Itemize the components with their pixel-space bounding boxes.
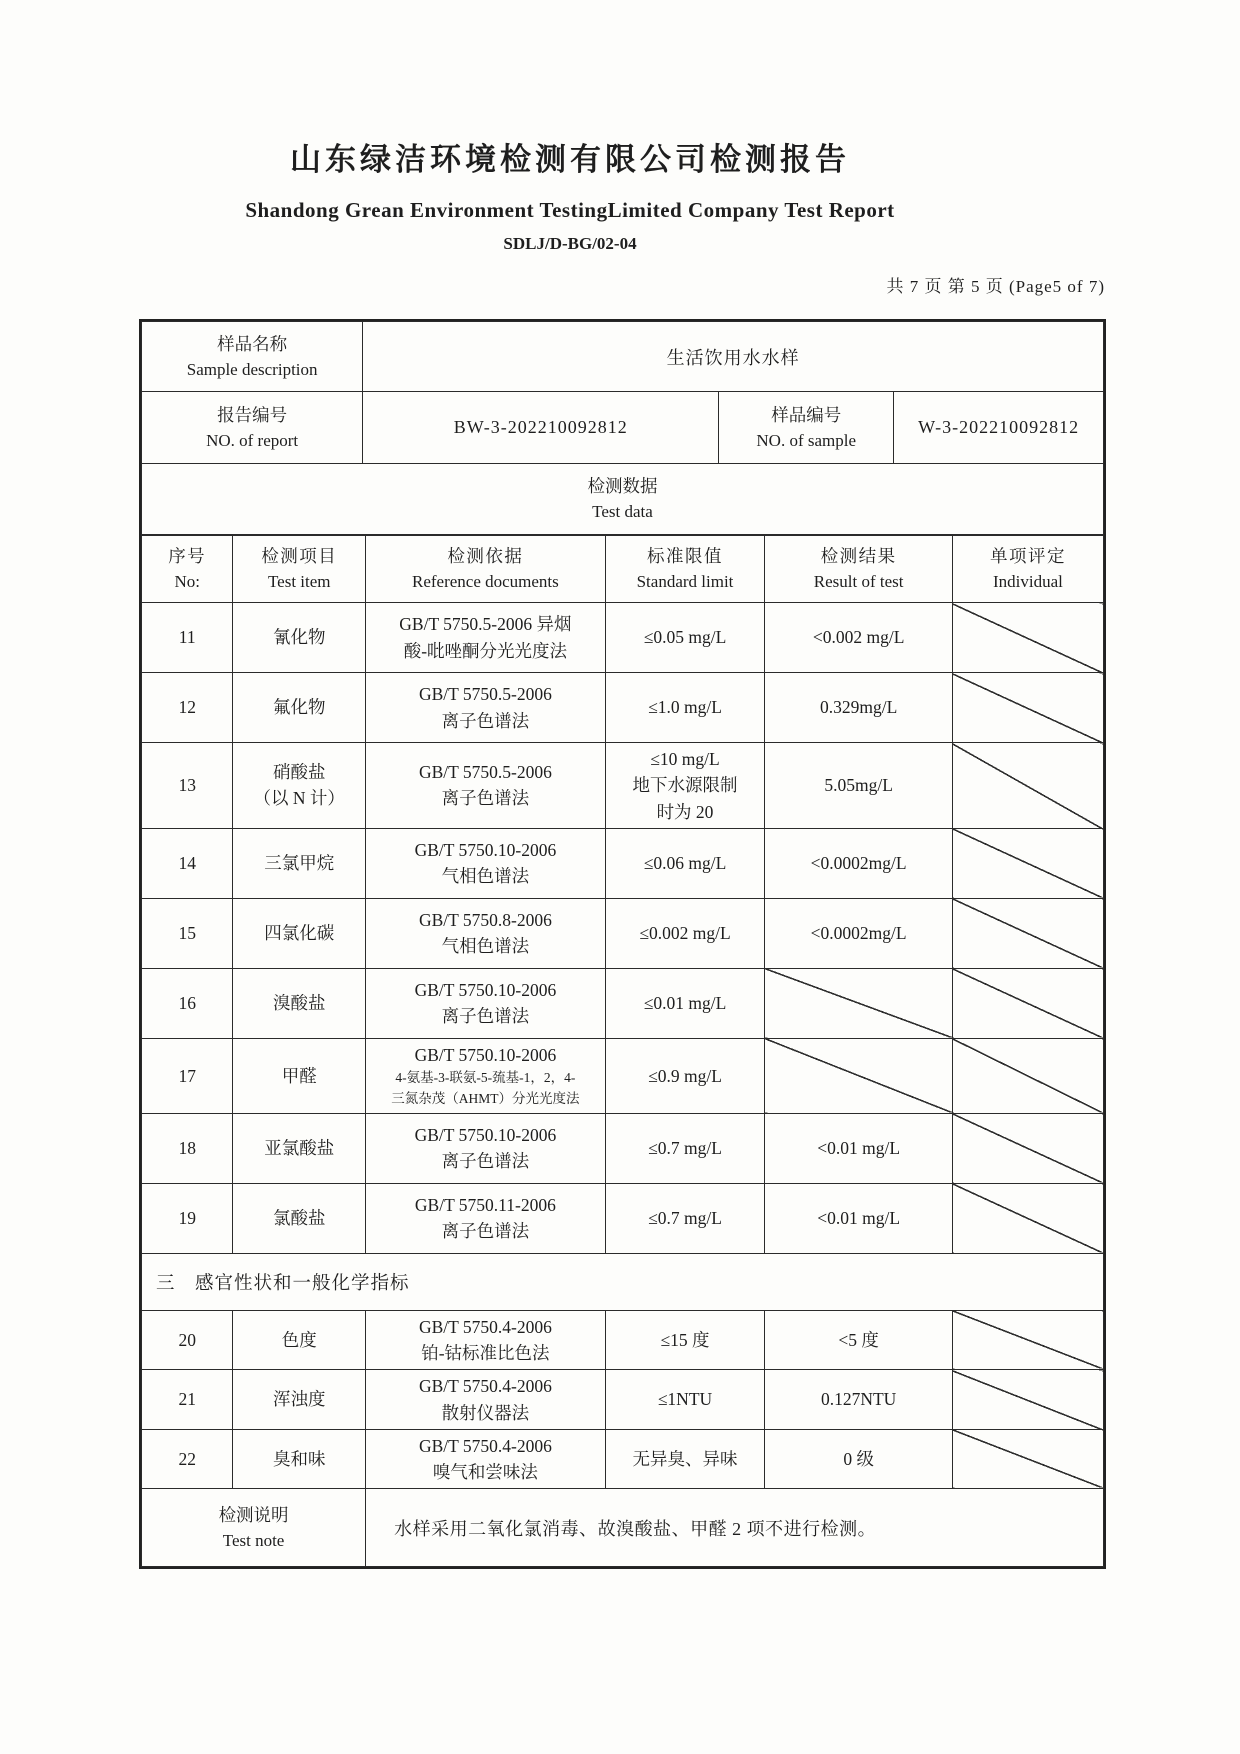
reference-documents: GB/T 5750.4-2006 散射仪器法 — [366, 1370, 606, 1430]
reference-documents: GB/T 5750.10-2006 离子色谱法 — [366, 1113, 606, 1183]
standard-limit: ≤15 度 — [605, 1310, 765, 1370]
row-number: 21 — [142, 1370, 233, 1430]
test-data-banner: 检测数据 Test data — [142, 464, 1104, 535]
reference-documents: GB/T 5750.10-2006 4-氨基-3-联氨-5-巯基-1，2，4- 三氮杂茂（AHMT）分光光度法 — [366, 1038, 606, 1113]
individual-evaluation — [952, 603, 1103, 673]
test-note-text: 水样采用二氧化氯消毒、故溴酸盐、甲醛 2 项不进行检测。 — [366, 1489, 1104, 1567]
section-row — [142, 1253, 1104, 1310]
standard-limit: 无异臭、异味 — [605, 1429, 765, 1489]
reference-documents: GB/T 5750.5-2006 离子色谱法 — [366, 743, 606, 829]
individual-evaluation — [952, 673, 1103, 743]
test-row — [142, 673, 1104, 743]
row-number: 19 — [142, 1183, 233, 1253]
individual-evaluation — [952, 1370, 1103, 1430]
test-result: <0.01 mg/L — [765, 1183, 953, 1253]
row-number: 13 — [142, 743, 233, 829]
page-number-info: 共 7 页 第 5 页 (Page5 of 7) — [886, 277, 1105, 296]
test-row — [142, 898, 1104, 968]
individual-evaluation — [952, 828, 1103, 898]
report-header — [75, 0, 1065, 255]
row-number: 20 — [142, 1310, 233, 1370]
sample-info-table — [141, 321, 1104, 535]
row-number: 15 — [142, 898, 233, 968]
reference-documents: GB/T 5750.10-2006 离子色谱法 — [366, 968, 606, 1038]
document-code: SDLJ/D-BG/02-04 — [503, 234, 637, 253]
test-table-foot — [142, 1489, 1104, 1567]
test-result: <0.0002mg/L — [765, 828, 953, 898]
standard-limit: ≤0.01 mg/L — [605, 968, 765, 1038]
individual-evaluation — [952, 1113, 1103, 1183]
test-result: 0.127NTU — [765, 1370, 953, 1430]
test-item: 三氯甲烷 — [233, 828, 366, 898]
test-row — [142, 828, 1104, 898]
reference-documents: GB/T 5750.5-2006 离子色谱法 — [366, 673, 606, 743]
test-item: 硝酸盐 （以 N 计） — [233, 743, 366, 829]
sample-number-label: 样品编号 NO. of sample — [719, 392, 894, 464]
col-header-standard-limit: 标准限值 Standard limit — [605, 536, 765, 603]
reference-documents: GB/T 5750.4-2006 铂-钴标准比色法 — [366, 1310, 606, 1370]
individual-evaluation — [952, 1038, 1103, 1113]
test-data-banner-row — [142, 464, 1104, 535]
individual-evaluation — [952, 898, 1103, 968]
test-row — [142, 1183, 1104, 1253]
standard-limit: ≤0.7 mg/L — [605, 1183, 765, 1253]
test-item: 臭和味 — [233, 1429, 366, 1489]
test-row — [142, 968, 1104, 1038]
test-row — [142, 1429, 1104, 1489]
test-row — [142, 1113, 1104, 1183]
standard-limit: ≤10 mg/L 地下水源限制 时为 20 — [605, 743, 765, 829]
report-number-row — [142, 392, 1104, 464]
standard-limit: ≤0.002 mg/L — [605, 898, 765, 968]
test-result: <0.002 mg/L — [765, 603, 953, 673]
test-item: 色度 — [233, 1310, 366, 1370]
test-item: 氟化物 — [233, 673, 366, 743]
test-row — [142, 1038, 1104, 1113]
test-result: <0.0002mg/L — [765, 898, 953, 968]
test-row — [142, 743, 1104, 829]
standard-limit: ≤0.05 mg/L — [605, 603, 765, 673]
test-result: 5.05mg/L — [765, 743, 953, 829]
standard-limit: ≤0.06 mg/L — [605, 828, 765, 898]
test-item: 氰化物 — [233, 603, 366, 673]
test-result — [765, 968, 953, 1038]
sample-name-value: 生活饮用水水样 — [363, 322, 1104, 392]
report-title: 山东绿洁环境检测有限公司检测报告 — [290, 142, 850, 177]
test-result: <0.01 mg/L — [765, 1113, 953, 1183]
sample-name-label: 样品名称 Sample description — [142, 322, 363, 392]
row-number: 16 — [142, 968, 233, 1038]
test-result: 0 级 — [765, 1429, 953, 1489]
column-header-row — [142, 536, 1104, 603]
report-number-value: BW-3-202210092812 — [363, 392, 719, 464]
row-number: 18 — [142, 1113, 233, 1183]
test-row — [142, 1370, 1104, 1430]
col-header-no: 序号 No: — [142, 536, 233, 603]
individual-evaluation — [952, 968, 1103, 1038]
test-result: <5 度 — [765, 1310, 953, 1370]
test-table-body — [142, 603, 1104, 1489]
report-number-label: 报告编号 NO. of report — [142, 392, 363, 464]
test-item: 浑浊度 — [233, 1370, 366, 1430]
col-header-individual: 单项评定 Individual — [952, 536, 1103, 603]
col-header-test-item: 检测项目 Test item — [233, 536, 366, 603]
standard-limit: ≤0.7 mg/L — [605, 1113, 765, 1183]
individual-evaluation — [952, 1183, 1103, 1253]
row-number: 12 — [142, 673, 233, 743]
row-number: 17 — [142, 1038, 233, 1113]
report-table — [139, 319, 1106, 1569]
test-note-label: 检测说明 Test note — [142, 1489, 366, 1567]
row-number: 22 — [142, 1429, 233, 1489]
reference-documents: GB/T 5750.11-2006 离子色谱法 — [366, 1183, 606, 1253]
test-item: 氯酸盐 — [233, 1183, 366, 1253]
row-number: 11 — [142, 603, 233, 673]
test-item: 甲醛 — [233, 1038, 366, 1113]
standard-limit: ≤1NTU — [605, 1370, 765, 1430]
section-title: 三 感官性状和一般化学指标 — [142, 1253, 1104, 1310]
test-result: 0.329mg/L — [765, 673, 953, 743]
report-subtitle-en: Shandong Grean Environment TestingLimited Company Test Report — [245, 198, 895, 222]
sample-number-value: W-3-202210092812 — [894, 392, 1104, 464]
test-data-table — [141, 535, 1104, 1567]
test-item: 溴酸盐 — [233, 968, 366, 1038]
individual-evaluation — [952, 1429, 1103, 1489]
test-item: 亚氯酸盐 — [233, 1113, 366, 1183]
test-note-row — [142, 1489, 1104, 1567]
reference-documents: GB/T 5750.5-2006 异烟 酸-吡唑酮分光光度法 — [366, 603, 606, 673]
standard-limit: ≤1.0 mg/L — [605, 673, 765, 743]
col-header-reference: 检测依据 Reference documents — [366, 536, 606, 603]
test-table-head — [142, 536, 1104, 603]
col-header-result: 检测结果 Result of test — [765, 536, 953, 603]
sample-name-row — [142, 322, 1104, 392]
standard-limit: ≤0.9 mg/L — [605, 1038, 765, 1113]
individual-evaluation — [952, 743, 1103, 829]
test-result — [765, 1038, 953, 1113]
test-row — [142, 1310, 1104, 1370]
row-number: 14 — [142, 828, 233, 898]
reference-documents: GB/T 5750.4-2006 嗅气和尝味法 — [366, 1429, 606, 1489]
test-item: 四氯化碳 — [233, 898, 366, 968]
test-row — [142, 603, 1104, 673]
reference-documents: GB/T 5750.10-2006 气相色谱法 — [366, 828, 606, 898]
individual-evaluation — [952, 1310, 1103, 1370]
reference-documents: GB/T 5750.8-2006 气相色谱法 — [366, 898, 606, 968]
